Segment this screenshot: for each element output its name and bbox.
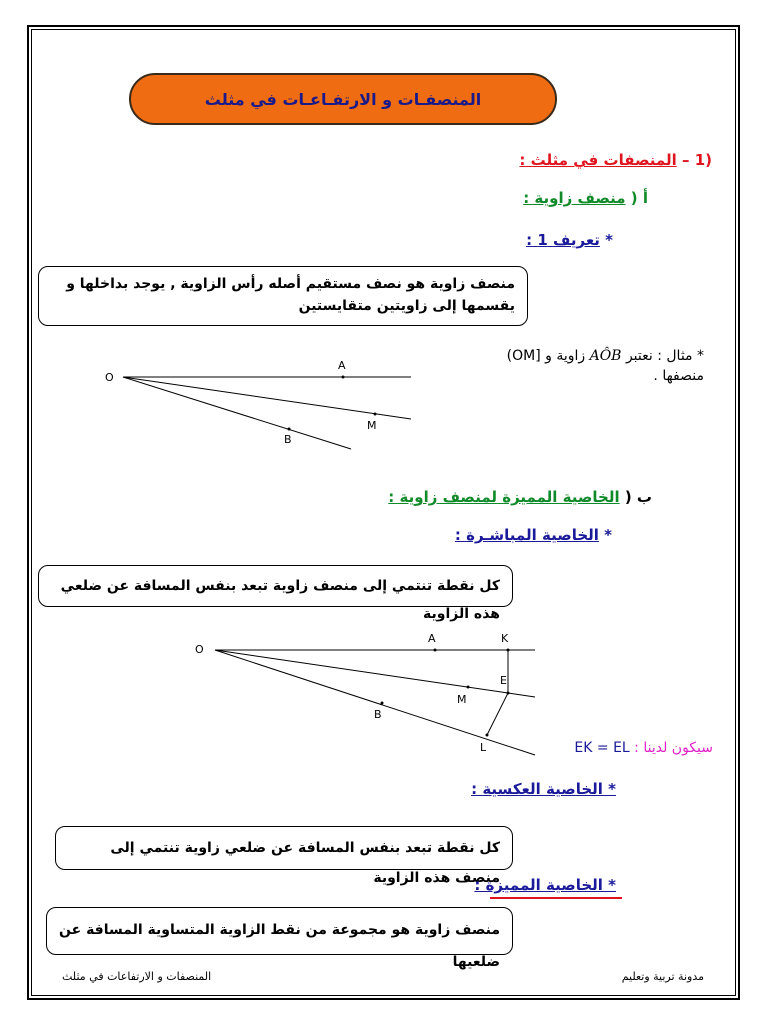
converse-box (55, 826, 513, 886)
converse-heading: * الخاصية العكسية : (471, 780, 616, 798)
conclusion-line (574, 740, 713, 756)
converse-text: كل نقطة تبعد بنفس المسافة عن ضلعي زاوية تنتمي إلى منصف هذه الزاوية (110, 840, 500, 886)
figure-1-angle (95, 355, 425, 455)
direct-property-heading (455, 526, 612, 544)
definition-1-label: تعريف 1 : (526, 231, 600, 249)
label-m: M (367, 419, 377, 432)
figure-2-angle (190, 625, 540, 760)
section-1-label: المنصفات في مثلث : (519, 151, 677, 169)
point-b (288, 428, 291, 431)
footer-right: مدونة تربية وتعليم (621, 970, 704, 983)
sub-a-heading (523, 189, 648, 207)
ray-om (123, 377, 411, 419)
point-m-2 (467, 686, 470, 689)
label-o-2: O (195, 643, 204, 656)
label-a-2: A (428, 632, 436, 645)
label-m-2: M (457, 693, 467, 706)
point-a (342, 376, 345, 379)
sub-a-label: منصف زاوية : (523, 189, 626, 207)
example-intro: * مثال : نعتبر (625, 348, 704, 364)
label-b-2: B (374, 708, 382, 721)
characteristic-box (46, 907, 513, 970)
angle-aob: AÔB (589, 348, 622, 364)
label-l: L (480, 741, 487, 754)
conclusion-equation: EK = EL (574, 740, 630, 756)
title-banner (129, 73, 557, 125)
direct-property-label: الخاصية المباشـرة : (454, 526, 599, 544)
example-middle: زاوية و [OM) (506, 348, 586, 364)
characteristic-text: منصف زاوية هو مجموعة من نقط الزاوية المتساوية المسافة عن ضلعيها (59, 922, 500, 970)
section-1-dash: – (681, 151, 690, 169)
label-e: E (500, 674, 507, 687)
sub-b-heading (388, 488, 652, 506)
characteristic-underline (490, 897, 622, 899)
example-text (454, 346, 704, 386)
section-1-number: (1 (694, 151, 712, 169)
ray-om-2 (215, 650, 535, 697)
sub-b-label: الخاصية المميزة لمنصف زاوية : (388, 488, 620, 506)
point-e (507, 692, 510, 695)
definition-text: منصف زاوية هو نصف مستقيم أصله رأس الزاوية , يوجد بداخلها و يقسمها إلى زاويتين متقايستين (66, 276, 515, 314)
point-b-2 (381, 702, 384, 705)
label-b: B (284, 433, 292, 446)
label-a: A (338, 359, 346, 372)
label-k: K (501, 632, 509, 645)
point-a-2 (434, 649, 437, 652)
point-k (507, 649, 510, 652)
direct-property-box (38, 565, 513, 622)
section-1-heading (519, 151, 712, 169)
definition-1-heading (526, 231, 613, 249)
definition-box (38, 266, 528, 326)
direct-property-prefix: * (598, 526, 612, 544)
direct-property-text: كل نقطة تنتمي إلى منصف زاوية تبعد بنفس المسافة عن ضلعي هذه الزاوية (60, 578, 500, 622)
ray-ob (123, 377, 351, 449)
conclusion-text: سيكون لدينا : (634, 740, 713, 756)
definition-1-prefix: * (599, 231, 613, 249)
sub-b-prefix: ب ( (624, 488, 652, 506)
ray-ob-2 (215, 650, 535, 755)
footer-left: المنصفات و الارتفاعات في مثلث (62, 970, 212, 983)
characteristic-heading: * الخاصية المميزة : (474, 876, 616, 894)
page-title: المنصفـات و الارتفـاعـات في مثلث (204, 89, 482, 109)
label-o: O (105, 371, 114, 384)
example-end: منصفها . (653, 368, 704, 384)
point-m (374, 413, 377, 416)
sub-a-prefix: أ ( (630, 189, 648, 207)
segment-el (487, 693, 508, 735)
point-l (486, 734, 489, 737)
